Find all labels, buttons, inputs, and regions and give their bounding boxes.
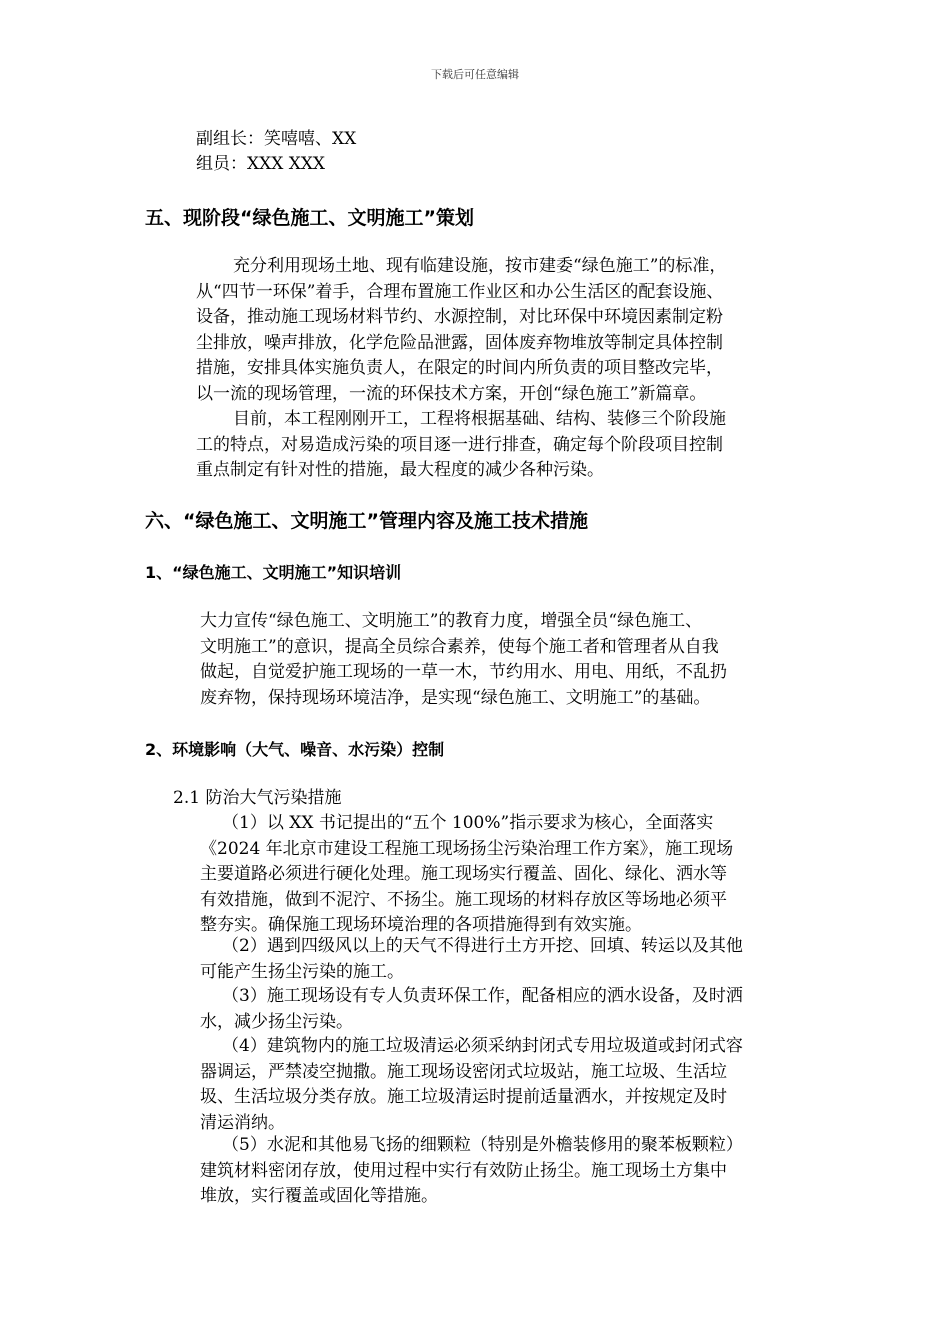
paragraph-line: 水，减少扬尘污染。 (200, 1011, 353, 1032)
paragraph-line: 有效措施，做到不泥泞、不扬尘。施工现场的材料存放区等场地必须平 (200, 889, 727, 910)
paragraph-line: （1）以 XX 书记提出的“五个 100%”指示要求为核心，全面落实 (222, 813, 714, 833)
paragraph-line: 措施，安排具体实施负责人，在限定的时间内所负责的项目整改完毕， (196, 358, 723, 378)
paragraph-line: 目前，本工程刚刚开工，工程将根据基础、结构、装修三个阶段施 (233, 409, 726, 429)
paragraph-line: 整夯实。确保施工现场环境治理的各项措施得到有效实施。 (200, 915, 642, 935)
paragraph-line: 可能产生扬尘污染的施工。 (200, 961, 404, 982)
section-6-heading: 六、“绿色施工、文明施工”管理内容及施工技术措施 (145, 510, 588, 532)
paragraph-line: 做起，自觉爱护施工现场的一草一木，节约用水、用电、用纸，不乱扔 (200, 662, 727, 682)
paragraph-line: 工的特点，对易造成污染的项目逐一进行排查，确定每个阶段项目控制 (196, 434, 723, 455)
paragraph-line: 大力宣传“绿色施工、文明施工”的教育力度，增强全员“绿色施工、 (200, 611, 703, 631)
paragraph-line: 圾、生活垃圾分类存放。施工垃圾清运时提前适量洒水，并按规定及时 (200, 1087, 727, 1107)
paragraph-line: 设备，推动施工现场材料节约、水源控制，对比环保中环境因素制定粉 (196, 307, 723, 327)
paragraph-line: 文明施工”的意识，提高全员综合素养，使每个施工者和管理者从自我 (200, 636, 719, 657)
paragraph-line: 建筑材料密闭存放，使用过程中实行有效防止扬尘。施工现场土方集中 (200, 1160, 727, 1181)
measure-item-4 (200, 1034, 743, 1136)
paragraph-line: 以一流的现场管理，一流的环保技术方案，开创“绿色施工”新篇章。 (196, 383, 707, 404)
paragraph-line: （4）建筑物内的施工垃圾清运必须采纳封闭式专用垃圾道或封闭式容 (222, 1036, 743, 1056)
paragraph-line: （3）施工现场设有专人负责环保工作，配备相应的洒水设备，及时洒 (222, 986, 743, 1006)
paragraph-line: （5）水泥和其他易飞扬的细颗粒（特别是外檐装修用的聚苯板颗粒） (222, 1135, 743, 1155)
paragraph-line: 充分利用现场土地、现有临建设施，按市建委“绿色施工”的标准， (233, 256, 727, 276)
subsection-1-heading: 1、“绿色施工、文明施工”知识培训 (145, 563, 402, 582)
measure-item-3 (200, 984, 743, 1035)
header-note: 下载后可任意编辑 (431, 68, 519, 81)
section-5-heading: 五、现阶段“绿色施工、文明施工”策划 (145, 207, 474, 229)
subsection-1-paragraph (200, 609, 727, 711)
paragraph-line: 尘排放，噪声排放，化学危险品泄露，固体废弃物堆放等制定具体控制 (196, 332, 723, 353)
members-line: 组员：XXX XXX (196, 154, 326, 174)
paragraph-line: 清运消纳。 (200, 1112, 285, 1133)
section-5-paragraph-2 (196, 407, 726, 484)
deputy-leader-line: 副组长：笑嘻嘻、XX (196, 129, 357, 149)
subsection-2-1-heading: 2.1 防治大气污染措施 (173, 788, 342, 808)
measure-item-2 (200, 934, 743, 985)
paragraph-line: 从“四节一环保”着手，合理布置施工作业区和办公生活区的配套设施、 (196, 281, 724, 302)
paragraph-line: 堆放，实行覆盖或固化等措施。 (200, 1186, 438, 1206)
measure-item-1 (200, 811, 733, 939)
subsection-2-heading: 2、环境影响（大气、噪音、水污染）控制 (145, 740, 445, 759)
paragraph-line: 废弃物，保持现场环境洁净，是实现“绿色施工、文明施工”的基础。 (200, 687, 711, 708)
paragraph-line: 重点制定有针对性的措施，最大程度的减少各种污染。 (196, 460, 604, 480)
paragraph-line: 主要道路必须进行硬化处理。施工现场实行覆盖、固化、绿化、洒水等 (200, 864, 727, 884)
paragraph-line: 器调运，严禁凌空抛撒。施工现场设密闭式垃圾站，施工垃圾、生活垃 (200, 1061, 727, 1082)
paragraph-line: 《2024 年北京市建设工程施工现场扬尘污染治理工作方案》，施工现场 (200, 838, 734, 859)
measure-item-5 (200, 1133, 743, 1210)
section-5-paragraph-1 (196, 254, 726, 407)
paragraph-line: （2）遇到四级风以上的天气不得进行土方开挖、回填、转运以及其他 (222, 936, 743, 956)
